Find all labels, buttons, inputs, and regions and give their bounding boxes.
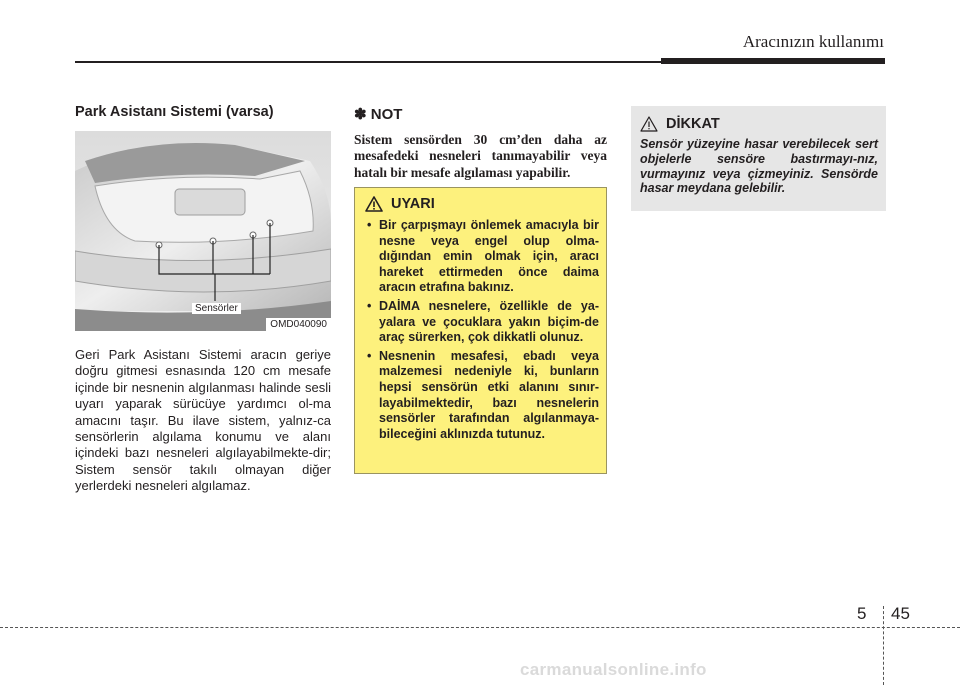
warning-item-text: Nesnenin mesafesi, ebadı veya malzemesi nedeniyle ki, bunların hepsi sensörün etki alanını sınır-layabilmektedir, bazı nesnelerin sensörler tarafından algılanmaya-bileceğini aklınızda tutunuz. bbox=[379, 348, 599, 441]
watermark: carmanualsonline.info bbox=[520, 660, 707, 679]
note-asterisk-icon: ✽ bbox=[354, 106, 367, 123]
note-heading-text: NOT bbox=[370, 106, 403, 123]
sensors-label: Sensörler bbox=[192, 303, 241, 314]
footer-rule bbox=[0, 627, 960, 628]
warning-item-text: DAİMA nesnelere, özellikle de ya-yalara ve çocuklara yakın biçim-de araç sürerken, çok dikkatli olunuz. bbox=[379, 298, 599, 345]
header-title: Aracınızın kullanımı bbox=[742, 32, 884, 51]
note-text: Sistem sensörden 30 cm’den daha az mesafedeki nesneleri tanımayabilir veya hatalı bir mesafe algılaması yapabilir. bbox=[354, 132, 607, 180]
caution-heading bbox=[640, 116, 878, 132]
warning-item-text: Bir çarpışmayı önlemek amacıyla bir nesne veya engel olup olma-dığından emin olmak için, aracı hareket ettirmeden önce daima aracın etrafına bakınız. bbox=[379, 218, 599, 295]
warning-item bbox=[365, 349, 599, 443]
left-column bbox=[75, 104, 331, 495]
note-heading bbox=[354, 105, 607, 123]
section-number: 5 bbox=[857, 604, 867, 623]
caution-box bbox=[631, 106, 886, 211]
header-bar bbox=[661, 58, 885, 64]
car-rear-illustration bbox=[75, 131, 331, 331]
caution-triangle-icon bbox=[640, 116, 658, 132]
footer-divider bbox=[883, 606, 884, 685]
warning-item bbox=[365, 299, 599, 346]
warning-list bbox=[365, 218, 599, 442]
car-rear-photo bbox=[75, 131, 331, 331]
section-title: Park Asistanı Sistemi (varsa) bbox=[75, 104, 274, 120]
warning-box bbox=[354, 187, 607, 474]
warning-item bbox=[365, 218, 599, 296]
caution-text: Sensör yüzeyine hasar verebilecek sert objelerle sensöre bastırmayı-nız, vurmayınız veya çizmeyiniz. Sensörde hasar meydana gelebilir. bbox=[640, 137, 878, 196]
bullet: • bbox=[367, 298, 372, 313]
bullet: • bbox=[367, 348, 372, 363]
page-number: 45 bbox=[891, 604, 910, 623]
note-section bbox=[354, 105, 607, 181]
warning-heading bbox=[365, 196, 599, 212]
figure-code: OMD040090 bbox=[266, 318, 331, 331]
bullet: • bbox=[367, 218, 372, 232]
caution-heading-text: DİKKAT bbox=[666, 116, 720, 132]
warning-triangle-icon bbox=[365, 196, 383, 212]
warning-heading-text: UYARI bbox=[391, 196, 435, 212]
body-paragraph: Geri Park Asistanı Sistemi aracın geriye doğru gitmesi esnasında 120 cm mesafe içinde bir nesnenin algılanması halinde sesli uyarı yaparak sürücüye yardımcı ol-ma amacını taşır. Bu ilave sistem, yalnız-ca sensörlerin algılama konumu ve alanı içindeki bazı nesneleri algılayabilmekte-dir; Sistem sensör takılı olmayan diğer yerlerdeki nesneleri algılamaz. bbox=[75, 347, 331, 494]
